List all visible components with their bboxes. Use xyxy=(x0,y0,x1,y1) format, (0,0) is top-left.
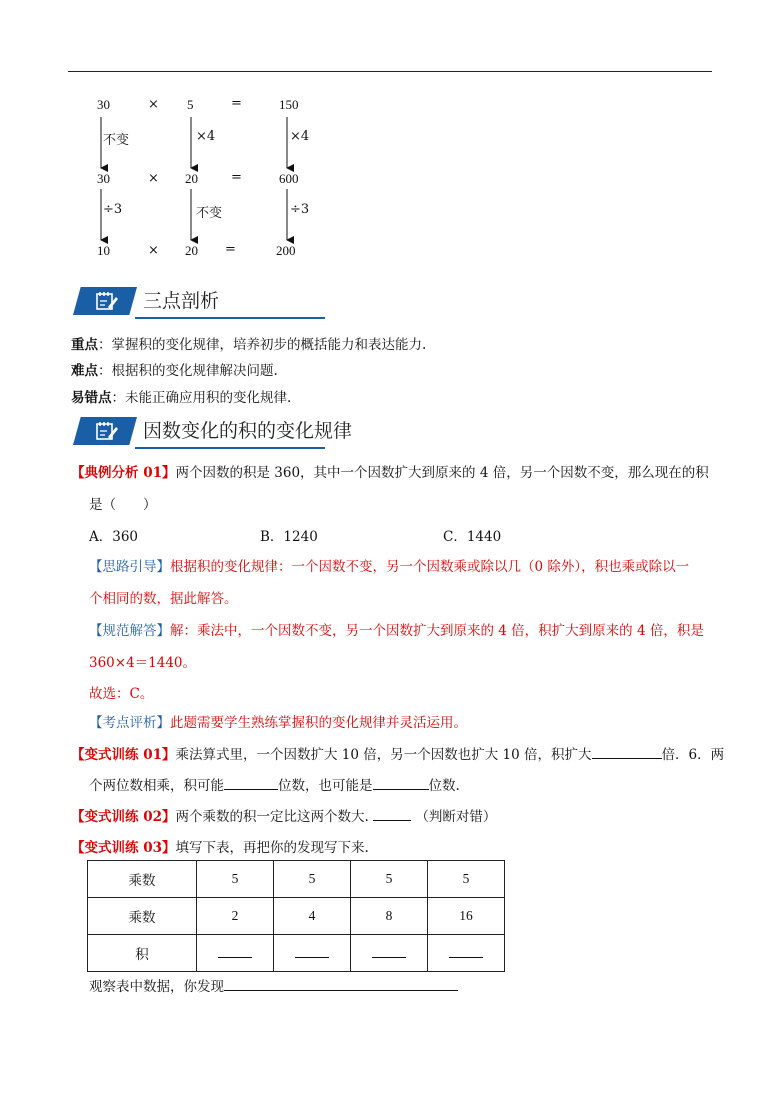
table-cell xyxy=(428,935,505,972)
row1-a: 30 xyxy=(97,97,110,112)
row1-b: 5 xyxy=(187,97,194,112)
answer-blank[interactable] xyxy=(592,746,662,759)
point-key xyxy=(71,333,426,353)
example-tag: 【典例分析 01】 xyxy=(71,465,176,481)
point-label: 难点 xyxy=(71,363,98,379)
answer-blank[interactable] xyxy=(373,777,429,790)
table-row xyxy=(88,898,505,935)
point-difficult xyxy=(71,359,278,379)
step2-b-label: 不变 xyxy=(196,206,223,221)
table-cell: 4 xyxy=(274,898,351,935)
row-header: 乘数 xyxy=(88,898,197,935)
row3-a: 10 xyxy=(97,243,110,258)
answer-blank[interactable] xyxy=(372,945,406,958)
table-row xyxy=(88,935,505,972)
exercise2-text: （判断对错） xyxy=(415,809,497,825)
exercise1-text: 位数. xyxy=(428,778,460,794)
hint-tag: 【思路引导】 xyxy=(89,559,170,575)
answer-blank[interactable] xyxy=(373,808,411,821)
equals-sign: = xyxy=(225,242,236,257)
hint-line2: 个相同的数，据此解答。 xyxy=(89,591,238,607)
row-header: 积 xyxy=(88,935,197,972)
multiplication-table xyxy=(87,860,505,972)
table-row xyxy=(88,861,505,898)
exercise1-text: 位数，也可能是 xyxy=(278,778,373,794)
hint-line1 xyxy=(89,555,689,575)
times-sign: × xyxy=(148,171,159,186)
option-c: C．1440 xyxy=(443,529,502,545)
exercise2-line xyxy=(71,805,496,825)
step1-a-label: 不变 xyxy=(103,133,130,148)
eval-tag: 【考点评析】 xyxy=(89,715,170,731)
answer-tag: 【规范解答】 xyxy=(89,623,170,639)
point-error-prone xyxy=(71,386,291,406)
hint-text: 根据积的变化规律：一个因数不变，另一个因数乘或除以几（0 除外），积也乘或除以一 xyxy=(170,559,690,575)
equals-sign: = xyxy=(231,96,242,111)
section-title: 三点剖析 xyxy=(143,290,220,312)
table-cell xyxy=(351,935,428,972)
example-question: 两个因数的积是 360，其中一个因数扩大到原来的 4 倍，另一个因数不变，那么现在的积 xyxy=(175,465,709,481)
section-underline xyxy=(135,317,325,319)
example-question-line1 xyxy=(71,461,709,481)
eval-text: 此题需要学生熟练掌握积的变化规律并灵活运用。 xyxy=(170,715,467,731)
exercise1-text: 个两位数相乘，积可能 xyxy=(89,778,224,794)
exercise1-line1 xyxy=(71,743,724,763)
answer-line1 xyxy=(89,619,704,639)
table-cell: 2 xyxy=(197,898,274,935)
observe-text: 观察表中数据，你发现 xyxy=(89,979,224,995)
observe-line xyxy=(89,975,458,995)
point-label: 重点 xyxy=(71,337,98,353)
table-cell: 5 xyxy=(351,861,428,898)
step2-a-label: ÷3 xyxy=(103,202,123,217)
point-text: ：掌握积的变化规律，培养初步的概括能力和表达能力. xyxy=(98,337,427,353)
exercise3-tag: 【变式训练 03】 xyxy=(71,840,176,856)
table-cell: 16 xyxy=(428,898,505,935)
table-cell: 5 xyxy=(428,861,505,898)
row-header: 乘数 xyxy=(88,861,197,898)
section-header-rule xyxy=(73,413,353,449)
evaluation-line xyxy=(89,711,467,731)
product-change-diagram xyxy=(0,0,780,270)
exercise3-text: 填写下表，再把你的发现写下来. xyxy=(175,840,369,856)
answer-blank[interactable] xyxy=(449,945,483,958)
answer-text: 解：乘法中，一个因数不变，另一个因数扩大到原来的 4 倍，积扩大到原来的 4 倍，积是 xyxy=(170,623,704,639)
exercise2-text: 两个乘数的积一定比这两个数大. xyxy=(175,809,369,825)
times-sign: × xyxy=(148,97,159,112)
point-label: 易错点 xyxy=(71,390,112,406)
row3-b: 20 xyxy=(185,243,198,258)
row2-c: 600 xyxy=(279,171,299,186)
notepad-pen-icon xyxy=(95,421,119,441)
row3-c: 200 xyxy=(276,243,296,258)
answer-blank[interactable] xyxy=(224,978,458,991)
step2-c-label: ÷3 xyxy=(290,202,310,217)
answer-blank[interactable] xyxy=(295,945,329,958)
times-sign: × xyxy=(148,243,159,258)
exercise3-line xyxy=(71,836,369,856)
example-question-line2: 是（ ） xyxy=(89,497,157,513)
table-cell: 8 xyxy=(351,898,428,935)
answer-line2: 360×4＝1440。 xyxy=(89,655,197,671)
answer-blank[interactable] xyxy=(218,945,252,958)
exercise1-text: 倍．6．两 xyxy=(661,747,725,763)
section-title: 因数变化的积的变化规律 xyxy=(143,420,353,442)
notepad-pen-icon xyxy=(95,291,119,311)
step1-b-label: ×4 xyxy=(196,129,216,144)
row2-b: 20 xyxy=(185,171,198,186)
exercise2-tag: 【变式训练 02】 xyxy=(71,809,176,825)
row1-c: 150 xyxy=(279,97,299,112)
table-cell xyxy=(197,935,274,972)
option-a: A．360 xyxy=(89,529,139,545)
row2-a: 30 xyxy=(97,171,110,186)
exercise1-text: 乘法算式里，一个因数扩大 10 倍，另一个因数也扩大 10 倍，积扩大 xyxy=(175,747,592,763)
equals-sign: = xyxy=(231,170,242,185)
section-underline xyxy=(135,447,325,449)
answer-blank[interactable] xyxy=(224,777,278,790)
section-header-analysis xyxy=(73,283,253,319)
answer-choose: 故选：C。 xyxy=(89,686,154,702)
step1-c-label: ×4 xyxy=(290,129,310,144)
table-cell xyxy=(274,935,351,972)
exercise1-line2 xyxy=(89,774,460,794)
exercise1-tag: 【变式训练 01】 xyxy=(71,747,176,763)
table-cell: 5 xyxy=(274,861,351,898)
point-text: ：未能正确应用积的变化规律. xyxy=(111,390,292,406)
table-cell: 5 xyxy=(197,861,274,898)
point-text: ：根据积的变化规律解决问题. xyxy=(98,363,278,379)
option-b: B．1240 xyxy=(260,529,318,545)
